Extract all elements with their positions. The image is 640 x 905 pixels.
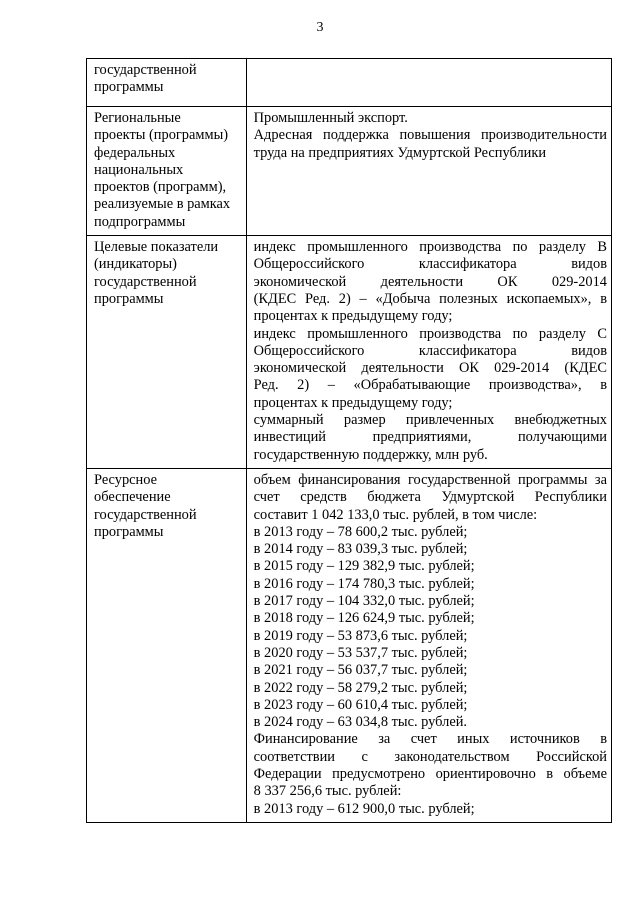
row-value-line: в 2024 году – 63 034,8 тыс. рублей. [253,714,468,731]
row-label-line: Ресурсное [94,471,157,488]
page-number: 3 [316,20,324,35]
row-value-cell [246,468,611,822]
row-value-cell [246,107,611,236]
row-value-line: в 2015 году – 129 382,9 тыс. рублей; [253,558,475,575]
row-value-line: в 2014 году – 83 039,3 тыс. рублей; [253,541,468,558]
row-value-line: процентах к предыдущему году; [253,394,453,411]
row-value-line: в 2013 году – 612 900,0 тыс. рублей; [253,800,475,817]
row-label-line: реализуемые в рамках [94,196,231,213]
row-label-line: проекты (программы) [94,127,229,144]
row-label-line: национальных [94,161,184,178]
row-value-line: индекс промышленного производства по разделу C [253,325,607,342]
row-value-line: Промышленный экспорт. [253,110,408,126]
program-passport-table [86,58,612,823]
row-label-line: подпрограммы [94,213,186,230]
row-value-cell [246,236,611,469]
row-value-line: в 2017 году – 104 332,0 тыс. рублей; [253,593,475,610]
row-value-line: инвестиций предприятиями, получающими [253,429,607,446]
row-label-line: государственной [94,506,197,523]
row-value-line: объем финансирования государственной программы за [253,471,607,488]
row-value-line: Ред. 2) – «Обрабатывающие производства», в [253,377,607,394]
table-row-resource-provision [87,468,612,822]
row-value-line: счет средств бюджета Удмуртской Республики [253,489,607,506]
row-label-line: программы [94,79,164,96]
row-value-line: в 2020 году – 53 537,7 тыс. рублей; [253,644,468,661]
row-value-line: в 2022 году – 58 279,2 тыс. рублей; [253,679,468,696]
row-value-line: составит 1 042 133,0 тыс. рублей, в том числе: [253,506,538,523]
row-label-line: Региональные [94,110,181,126]
table-row-target-indicators [87,236,612,469]
row-value-line: соответствии с законодательством Российской [253,748,607,765]
row-label-line: (индикаторы) [94,256,177,273]
row-value-line: экономической деятельности ОК 029-2014 (КДЕС [253,360,607,377]
row-value-line: труда на предприятиях Удмуртской Республики [253,144,547,161]
table-row-regional-projects [87,107,612,236]
row-value-line: Федерации предусмотрено ориентировочно в объеме [253,765,607,782]
row-value-line: в 2013 году – 78 600,2 тыс. рублей; [253,523,468,540]
row-label-cell [87,468,247,822]
row-value-line: индекс промышленного производства по разделу B [253,239,607,256]
row-value-line: в 2023 году – 60 610,4 тыс. рублей; [253,696,468,713]
row-label-cell [87,107,247,236]
row-label-cell [87,59,247,107]
row-label-line: программы [94,290,164,307]
row-value-line: Финансирование за счет иных источников в [253,731,607,748]
row-label-line: Целевые показатели [94,239,219,256]
row-value-line: (КДЕС Ред. 2) – «Добыча полезных ископаемых», в [253,290,607,307]
row-value-line: Адресная поддержка повышения производительности [253,127,607,144]
row-value-line: государственную поддержку, млн руб. [253,446,488,463]
row-label-cell [87,236,247,469]
row-value-line: суммарный размер привлеченных внебюджетных [253,412,607,429]
table-row-program-title-continuation [87,59,612,107]
row-value-line: экономической деятельности ОК 029-2014 [253,273,607,290]
row-value-line: в 2018 году – 126 624,9 тыс. рублей; [253,610,475,627]
row-value-line: Общероссийского классификатора видов [253,256,607,273]
row-value-line: в 2019 году – 53 873,6 тыс. рублей; [253,627,468,644]
row-label-line: федеральных [94,144,176,161]
row-value-line: в 2016 году – 174 780,3 тыс. рублей; [253,575,475,592]
row-label-line: программы [94,523,164,540]
row-value-cell [246,59,611,107]
row-label-line: государственной [94,62,197,78]
row-label-line: обеспечение [94,489,171,506]
row-value-line: Общероссийского классификатора видов [253,342,607,359]
row-value-line: 8 337 256,6 тыс. рублей: [253,783,402,800]
row-value-line: процентах к предыдущему году; [253,308,453,325]
row-label-line: государственной [94,273,197,290]
row-label-line: проектов (программ), [94,179,227,196]
row-value-line: в 2021 году – 56 037,7 тыс. рублей; [253,662,468,679]
